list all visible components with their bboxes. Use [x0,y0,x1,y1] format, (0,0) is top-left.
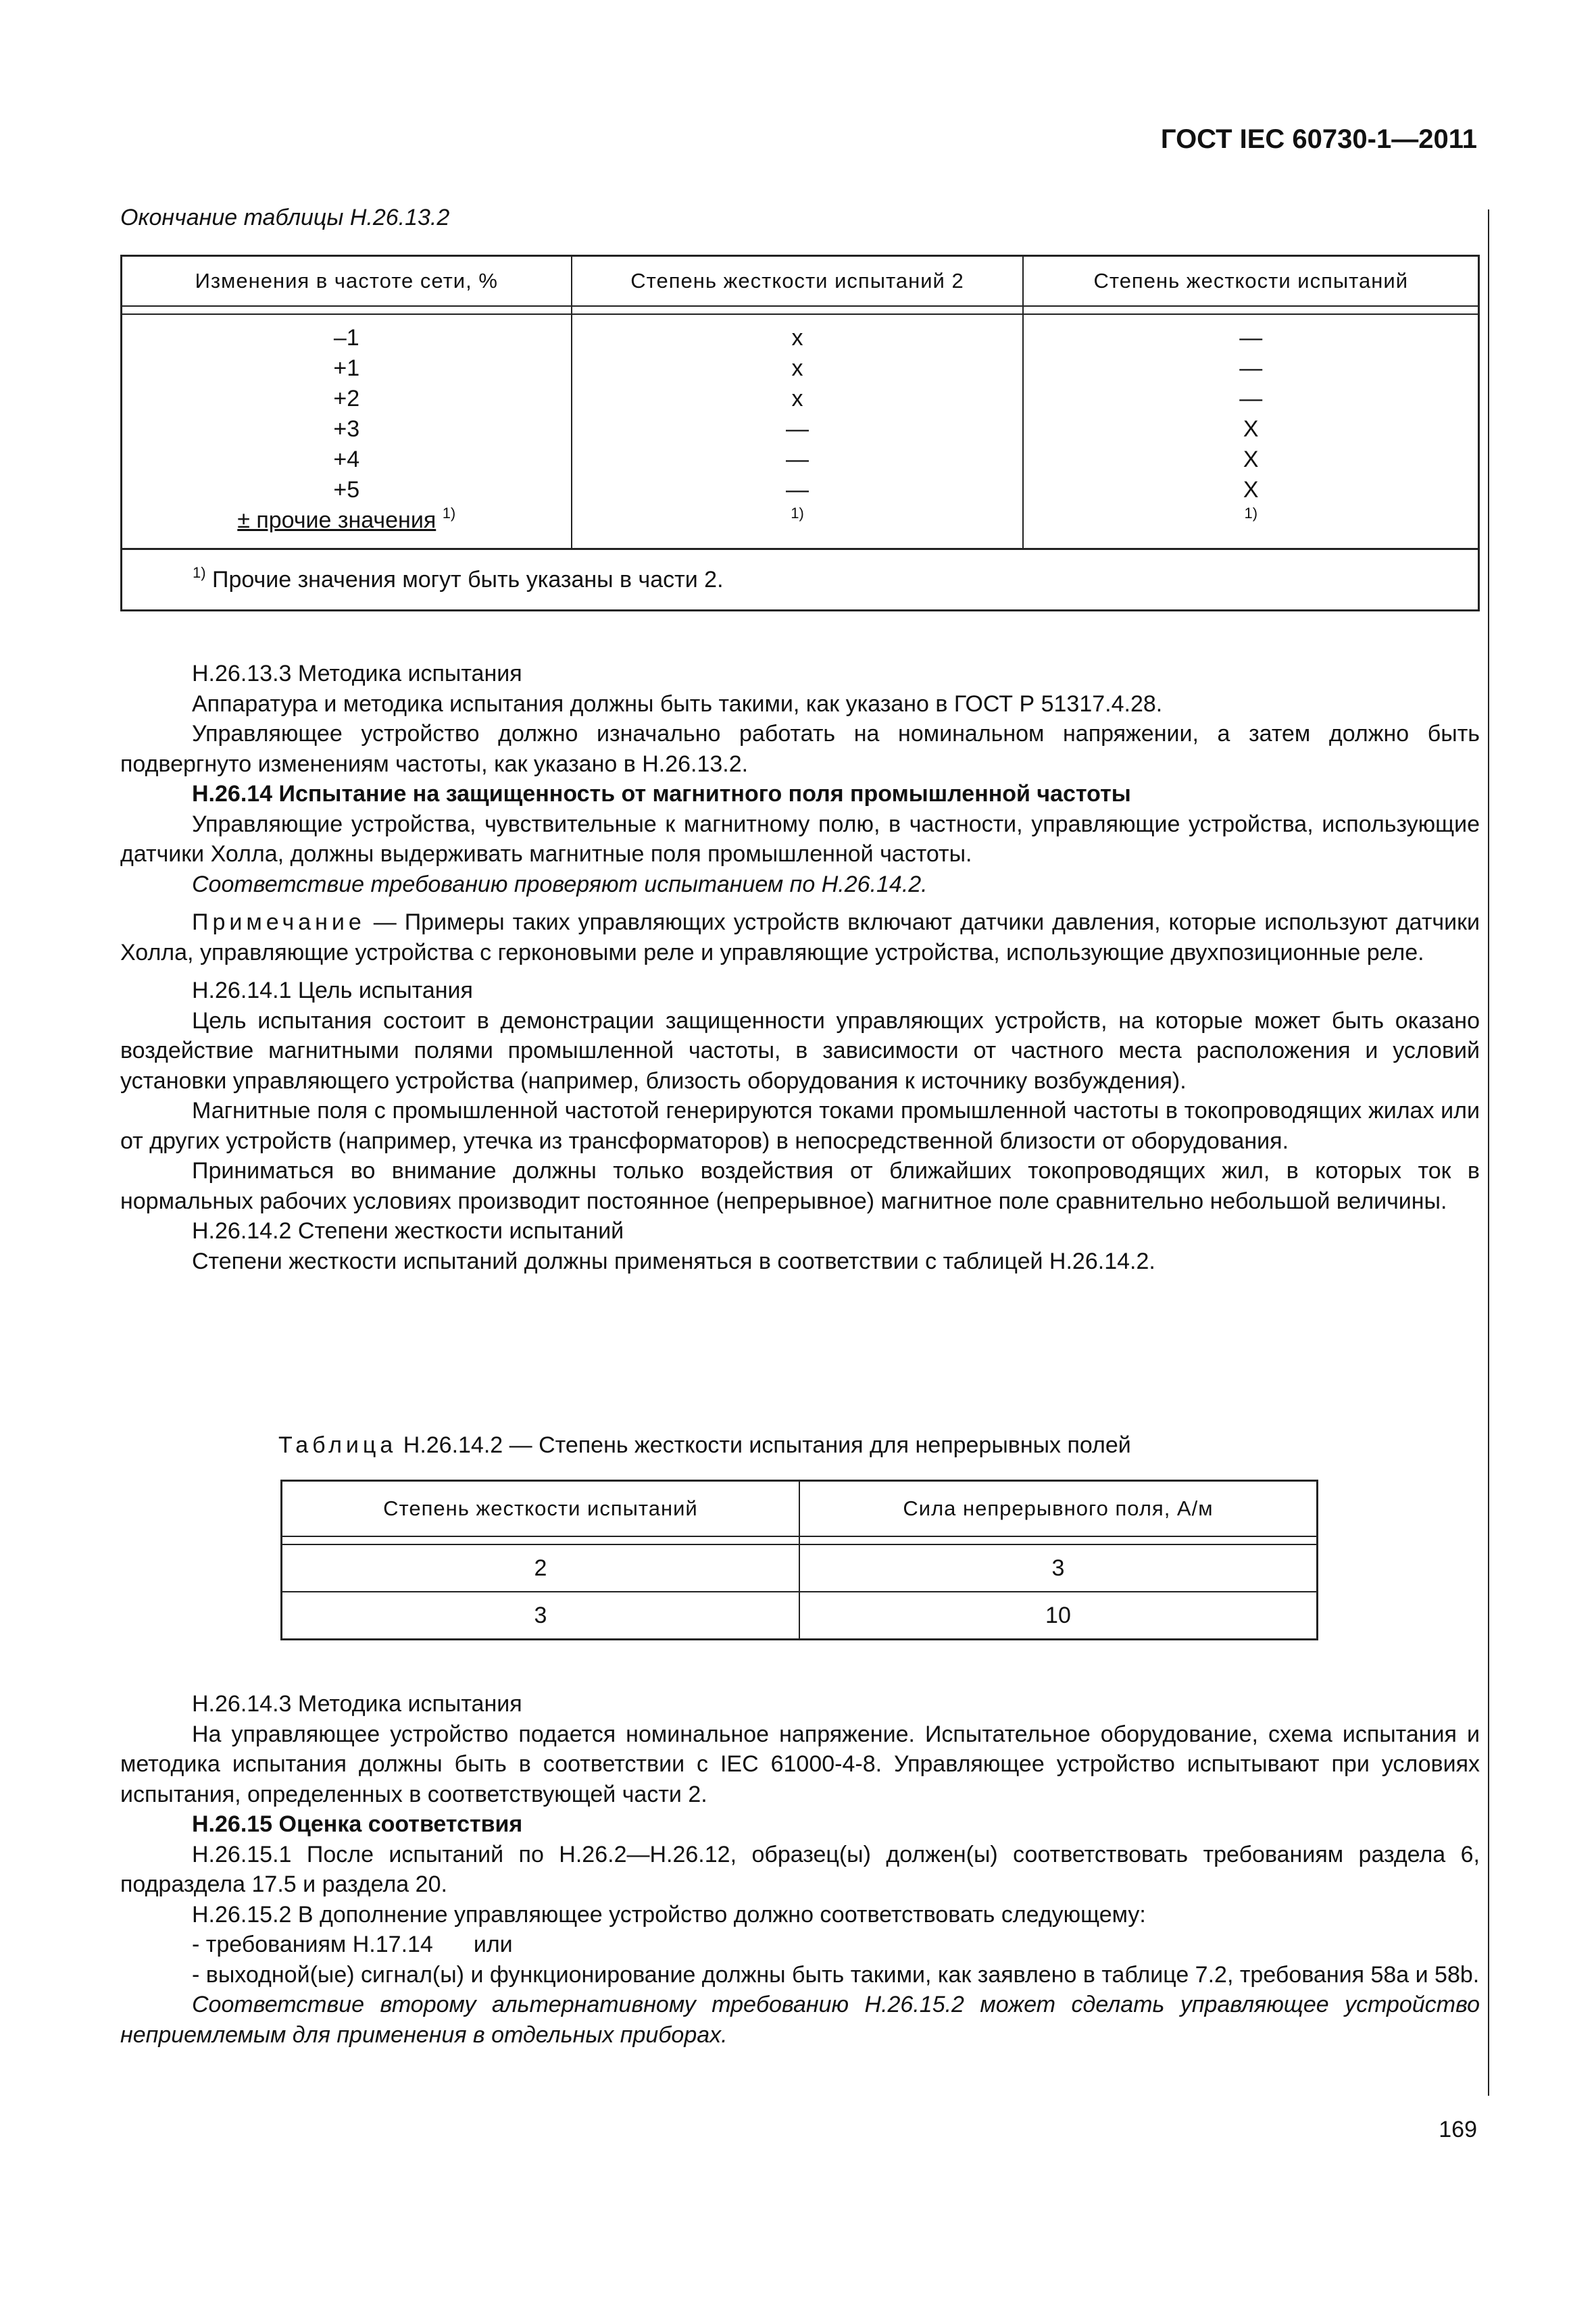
table1-cell: +1 [333,355,360,381]
note [120,907,1480,967]
document-code: ГОСТ IEC 60730-1—2011 [1160,124,1477,154]
section-heading: Н.26.14 Испытание на защищенность от магнитного поля промышленной частоты [192,781,1131,807]
table1-cell-other: ± прочие значения [237,507,437,533]
table1-cell: –1 [333,325,359,351]
table1-cell: х [791,325,803,351]
table1-cell: х [791,386,803,411]
table2-cell: 2 [282,1544,799,1592]
list-item [120,1930,1480,1960]
paragraph: Н.26.14.1 Цель испытания [192,978,473,1003]
footnote-ref: 1) [442,505,456,522]
table1-cell: Х [1243,477,1259,503]
table1-col-level2 [572,314,1024,549]
table2-cell: 10 [799,1592,1318,1640]
table2-header-level: Степень жесткости испытаний [282,1481,799,1537]
table2-caption-label: Таблица [278,1432,397,1458]
footnote-ref: 1) [791,505,804,522]
body-section-2 [120,1689,1480,2050]
paragraph: Н.26.15.2 В дополнение управляющее устройство должно соответствовать следующему: [192,1901,1146,1928]
table2-caption [278,1430,1131,1461]
note-label: Примечание [192,909,366,935]
paragraph: Управляющие устройства, чувствительные к магнитному полю, в частности, управляющие устройства, использующие датчики Холла, должны выдерживать магнитные поля промышленной частоты. [120,811,1480,867]
note-text: — Примеры таких управляющих устройств включают датчики давления, которые используют датчики Холла, управляющие устройства с герконовыми реле и управляющие устройства, использующие двухпозиционные реле. [120,909,1480,965]
footnote-text: Прочие значения могут быть указаны в части 2. [212,566,724,593]
paragraph: Приниматься во внимание должны только воздействия от ближайших токопроводящих жил, в которых ток в нормальных рабочих условиях производит постоянное (непрерывное) магнитное поле сравнительно небольшой величины. [120,1158,1480,1214]
table-continuous-fields [280,1480,1318,1640]
table1-cell: — [785,416,809,442]
table1-col-level [1023,314,1478,549]
table-row [282,1544,1318,1592]
table-row [282,1592,1318,1640]
section-heading: Н.26.15 Оценка соответствия [192,1811,523,1837]
margin-rule [1488,209,1489,2096]
paragraph: Степени жесткости испытаний должны применяться в соответствии с таблицей Н.26.14.2. [192,1248,1155,1274]
table1-cell: — [785,477,809,503]
table1-cell: — [1239,355,1263,381]
table1-header-frequency: Изменения в частоте сети, % [122,256,572,307]
table1-caption: Окончание таблицы Н.26.13.2 [120,205,450,230]
body-section-1 [120,659,1480,1276]
table2-caption-text: Н.26.14.2 — Степень жесткости испытания для непрерывных полей [397,1432,1131,1458]
page-number: 169 [1439,2117,1477,2142]
table1-cell: — [1239,386,1263,411]
table1-header-level: Степень жесткости испытаний [1093,268,1409,293]
table1-cell: Х [1243,416,1259,442]
list-item: - выходной(ые) сигнал(ы) и функционирование должны быть такими, как заявлено в таблице 7.2, требования 58а и 58b. [192,1961,1480,1988]
table1-cell: Х [1243,447,1259,472]
paragraph: Н.26.14.3 Методика испытания [192,1691,522,1717]
paragraph: Аппаратура и методика испытания должны быть такими, как указано в ГОСТ Р 51317.4.28. [192,690,1163,717]
compliance-statement: Соответствие второму альтернативному требованию Н.26.15.2 может сделать управляющее устройство неприемлемым для применения в отдельных приборах. [120,1992,1480,2048]
table1-cell: +3 [333,416,360,442]
table1-cell: +5 [333,477,360,503]
footnote-mark: 1) [193,563,206,581]
table2-cell: 3 [282,1592,799,1640]
list-item-conjunction: или [473,1932,513,1957]
compliance-statement: Соответствие требованию проверяют испытанием по Н.26.14.2. [192,871,928,897]
table-frequency-changes [120,255,1480,611]
paragraph: Н.26.13.3 Методика испытания [192,661,522,686]
paragraph: Н.26.14.2 Степени жесткости испытаний [192,1218,624,1244]
table1-cell: — [785,447,809,472]
table1-cell: +2 [333,386,360,411]
footnote-ref: 1) [1244,505,1258,522]
table2-header-field: Сила непрерывного поля, А/м [903,1496,1214,1520]
table1-footnote [122,549,1479,611]
table1-cell: — [1239,325,1263,351]
paragraph: Магнитные поля с промышленной частотой генерируются токами промышленной частоты в токопроводящих жилах или от других устройств (например, утечка из трансформаторов) в непосредственной близости от оборудования. [120,1098,1480,1154]
paragraph: Цель испытания состоит в демонстрации защищенности управляющих устройств, на которые может быть оказано воздействие магнитными полями промышленной частоты, в зависимости от частного места расположения и условий установки управляющего устройства (например, близость оборудования к источнику возбуждения). [120,1007,1480,1094]
table1-col-frequency [122,314,572,549]
table1-cell: х [791,355,803,381]
table1-header-level2: Степень жесткости испытаний 2 [572,256,1024,307]
paragraph: Управляющее устройство должно изначально работать на номинальном напряжении, а затем должно быть подвергнуто изменениям частоты, как указано в Н.26.13.2. [120,721,1480,777]
table1-cell: +4 [333,447,360,472]
list-item-text: - требованиям Н.17.14 [192,1932,433,1957]
table2-cell: 3 [1051,1555,1065,1581]
paragraph: Н.26.15.1 После испытаний по Н.26.2—Н.26.12, образец(ы) должен(ы) соответствовать требованиям раздела 6, подраздела 17.5 и раздела 20. [120,1841,1480,1897]
paragraph: На управляющее устройство подается номинальное напряжение. Испытательное оборудование, схема испытания и методика испытания должны быть в соответствии с IEC 61000-4-8. Управляющее устройство испытывают при условиях испытания, определенных в соответствующей части 2. [120,1721,1480,1807]
